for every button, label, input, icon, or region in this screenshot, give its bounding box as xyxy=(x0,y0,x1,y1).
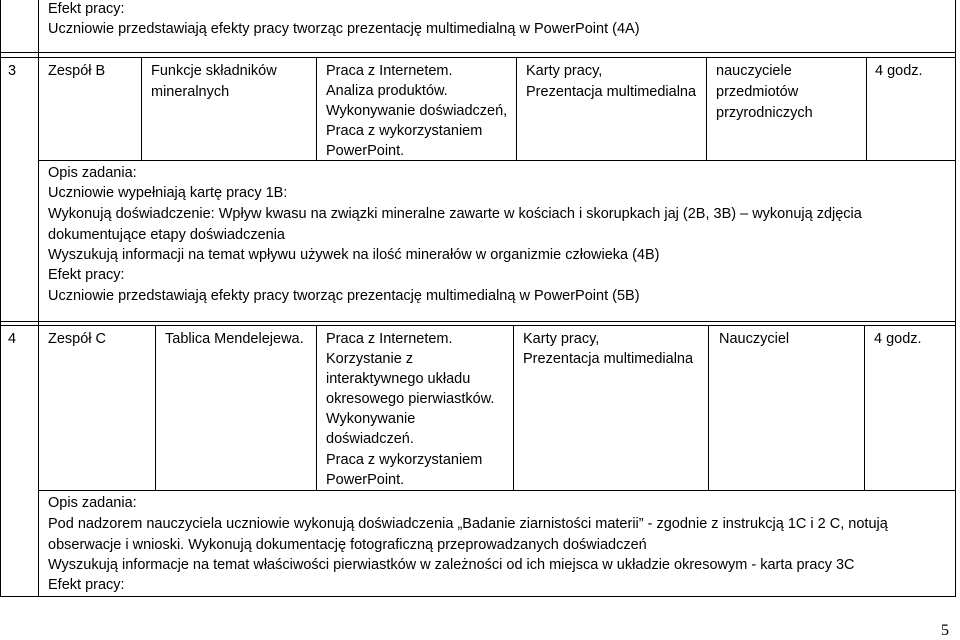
r3-topic-line: Funkcje składników xyxy=(151,63,277,79)
r4-col-div-2 xyxy=(316,325,317,490)
r3-material-line: Prezentacja multimedialna xyxy=(526,84,697,100)
r4-task-line: Pod nadzorem nauczyciela uczniowie wykonują doświadczenia „Badanie ziarnistości materii” - zgodnie z instrukcją 1C i 2 C, notują xyxy=(48,516,888,532)
r4-task-line: obserwacje i wnioski. Wykonują dokumentację fotograficzną przeprowadzanych doświadczeń xyxy=(48,537,647,553)
r3-time: 4 godz. xyxy=(875,63,923,79)
r3-topic-line: mineralnych xyxy=(151,84,230,100)
r4-col-div-5 xyxy=(864,325,865,490)
row-divider-4 xyxy=(0,321,956,322)
r4-col-div-4 xyxy=(708,325,709,490)
table-border-left xyxy=(0,0,1,597)
r4-task-line: Wyszukują informacje na temat właściwości pierwiastków w zależności od ich miejsca w układzie okresowym - karta pracy 3C xyxy=(48,557,855,573)
r3-method-line: PowerPoint. xyxy=(326,143,405,159)
r3-method-line: Wykonywanie doświadczeń, xyxy=(326,103,508,119)
top-efekt-text: Uczniowie przedstawiają efekty pracy tworząc prezentację multimedialną w PowerPoint (4A) xyxy=(48,21,640,37)
r3-task-line: dokumentujące etapy doświadczenia xyxy=(48,227,285,243)
r4-header-bottom xyxy=(38,490,956,491)
r4-topic-line: Tablica Mendelejewa. xyxy=(165,331,304,347)
r4-method-line: Wykonywanie xyxy=(326,411,416,427)
r3-col-div-5 xyxy=(866,57,867,160)
row-divider-3 xyxy=(0,52,956,53)
r4-col-div-1 xyxy=(155,325,156,490)
r4-method-line: PowerPoint. xyxy=(326,472,405,488)
r4-task-label: Opis zadania: xyxy=(48,495,137,511)
table-border-bottom xyxy=(0,596,956,597)
r4-number: 4 xyxy=(8,331,17,347)
r3-number: 3 xyxy=(8,63,17,79)
r3-method-line: Praca z wykorzystaniem xyxy=(326,123,483,139)
page-number: 5 xyxy=(941,622,949,639)
r3-task-label: Opis zadania: xyxy=(48,165,137,181)
r4-method-line: Praca z wykorzystaniem xyxy=(326,452,483,468)
top-efekt-label: Efekt pracy: xyxy=(48,1,125,17)
r3-col-div-3 xyxy=(516,57,517,160)
r3-teacher-line: przyrodniczych xyxy=(716,105,813,121)
r3-method-line: Analiza produktów. xyxy=(326,83,448,99)
r3-header-bottom xyxy=(38,160,956,161)
r3-task-line: Wyszukują informacji na temat wpływu używek na ilość minerałów w organizmie człowieka (4B) xyxy=(48,247,660,263)
r3-material-line: Karty pracy, xyxy=(526,63,603,79)
r3-teacher-line: nauczyciele xyxy=(716,63,792,79)
row-divider-3-top xyxy=(0,57,956,58)
inner-border-left xyxy=(38,0,39,597)
r4-method-line: doświadczeń. xyxy=(326,431,414,447)
r3-task-line: Wykonują doświadczenie: Wpływ kwasu na związki mineralne zawarte w kościach i skorupkach jaj (2B, 3B) – wykonują zdjęcia xyxy=(48,206,862,222)
r4-method-line: okresowego pierwiastków. xyxy=(326,391,495,407)
r4-teacher-line: Nauczyciel xyxy=(719,331,790,347)
r3-col-div-4 xyxy=(706,57,707,160)
r4-method-line: interaktywnego układu xyxy=(326,371,471,387)
r3-team: Zespół B xyxy=(48,63,106,79)
r4-method-line: Korzystanie z xyxy=(326,351,414,367)
r4-method-line: Praca z Internetem. xyxy=(326,331,453,347)
r4-team: Zespół C xyxy=(48,331,107,347)
r3-col-div-1 xyxy=(141,57,142,160)
r3-task-line: Uczniowie wypełniają kartę pracy 1B: xyxy=(48,185,288,201)
r4-efekt-label: Efekt pracy: xyxy=(48,577,125,593)
r4-material-line: Prezentacja multimedialna xyxy=(523,351,694,367)
r4-col-div-3 xyxy=(513,325,514,490)
r4-material-line: Karty pracy, xyxy=(523,331,600,347)
r3-col-div-2 xyxy=(316,57,317,160)
r4-time: 4 godz. xyxy=(874,331,922,347)
r3-teacher-line: przedmiotów xyxy=(716,84,799,100)
r3-method-line: Praca z Internetem. xyxy=(326,63,453,79)
r3-efekt-text: Uczniowie przedstawiają efekty pracy tworząc prezentację multimedialną w PowerPoint (5B) xyxy=(48,288,640,304)
table-border-right xyxy=(955,0,956,597)
row-divider-4-top xyxy=(0,325,956,326)
r3-efekt-label: Efekt pracy: xyxy=(48,267,125,283)
